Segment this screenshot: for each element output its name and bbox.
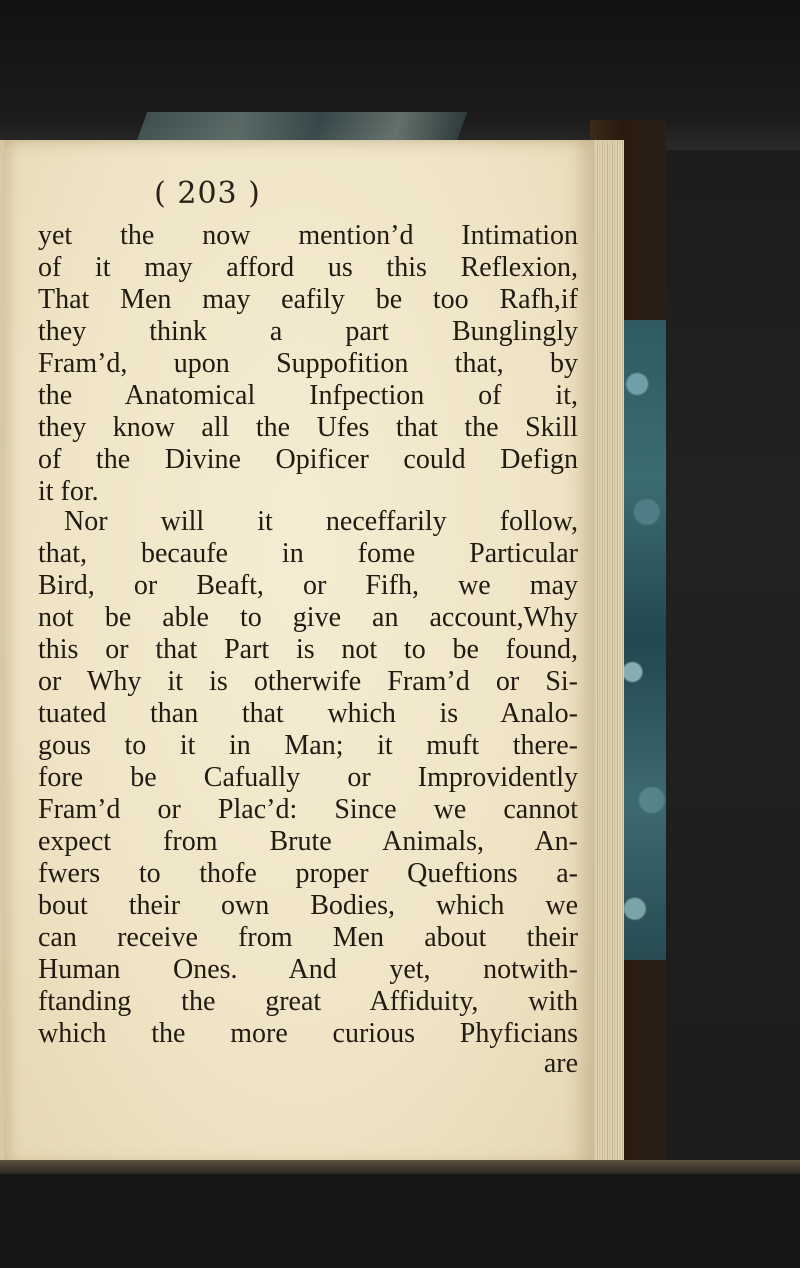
text-line: fore be Cafually or Improvidently	[38, 762, 578, 793]
text-line: tuated than that which is Analo-	[38, 698, 578, 729]
text-line: or Why it is otherwife Fram’d or Si-	[38, 666, 578, 697]
text-line: expect from Brute Animals, An-	[38, 826, 578, 857]
text-line: fwers to thofe proper Queftions a-	[38, 858, 578, 889]
text-line: gous to it in Man; it muft there-	[38, 730, 578, 761]
text-line: yet the now mention’d Intimation	[38, 220, 578, 251]
text-line: Fram’d or Plac’d: Since we cannot	[38, 794, 578, 825]
text-line: Bird, or Beaft, or Fifh, we may	[38, 570, 578, 601]
text-line: of the Divine Opificer could Defign	[38, 444, 578, 475]
text-line: which the more curious Phyficians	[38, 1018, 578, 1049]
page-number-label: ( 203 )	[154, 176, 261, 211]
book-bottom-edge	[0, 1160, 800, 1174]
catchword: are	[543, 1048, 578, 1079]
background-bottom	[0, 1174, 800, 1268]
text-line: Fram’d, upon Suppofition that, by	[38, 348, 578, 379]
text-line: that, becaufe in fome Particular	[38, 538, 578, 569]
page-number	[0, 176, 590, 211]
marbled-cover-edge	[618, 320, 666, 960]
text-line: ftanding the great Affiduity, with	[38, 986, 578, 1017]
text-line: can receive from Men about their	[38, 922, 578, 953]
text-line: they think a part Bunglingly	[38, 316, 578, 347]
text-line: That Men may eafily be too Rafh,if	[38, 284, 578, 315]
text-line: Nor will it neceffarily follow,	[64, 506, 578, 537]
text-line: Human Ones. And yet, notwith-	[38, 954, 578, 985]
text-line: of it may afford us this Reflexion,	[38, 252, 578, 283]
text-line: the Anatomical Infpection of it,	[38, 380, 578, 411]
text-line: this or that Part is not to be found,	[38, 634, 578, 665]
text-line: bout their own Bodies, which we	[38, 890, 578, 921]
text-line: not be able to give an account,Why	[38, 602, 578, 633]
text-line: it for.	[38, 476, 99, 507]
text-line: they know all the Ufes that the Skill	[38, 412, 578, 443]
